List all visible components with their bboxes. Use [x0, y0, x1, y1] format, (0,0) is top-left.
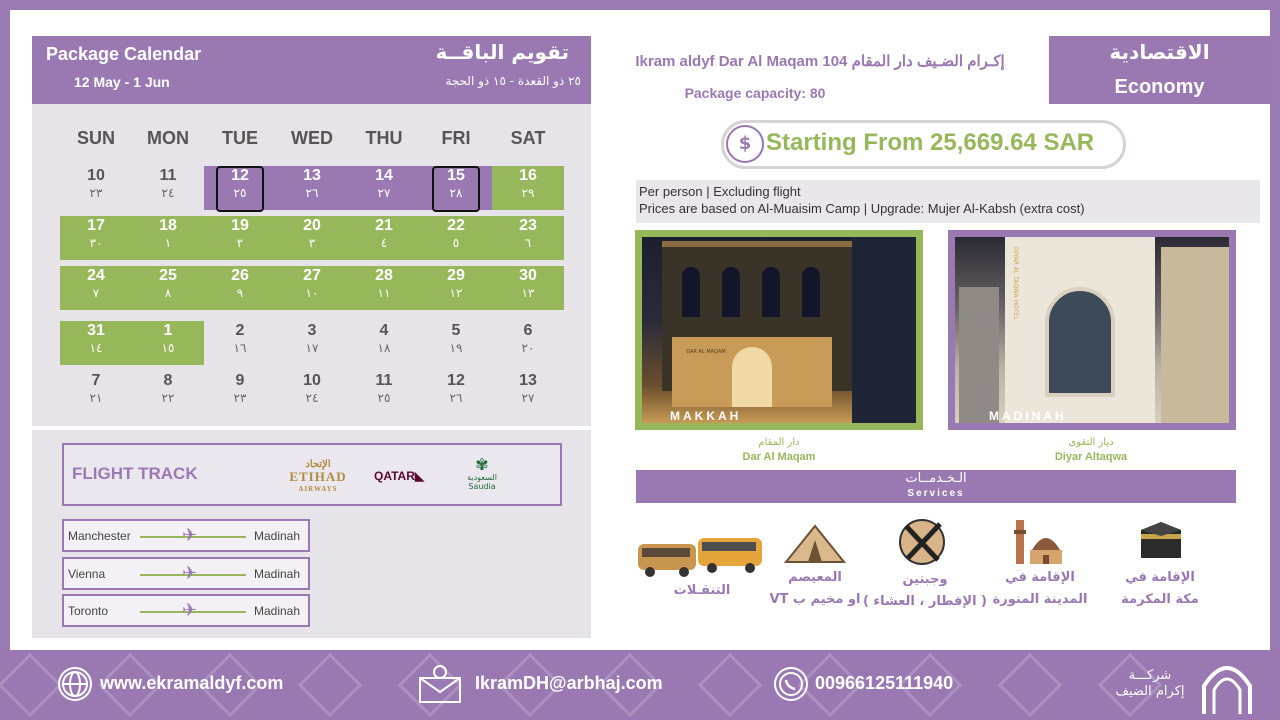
calendar-day	[348, 166, 420, 210]
airplane-icon: ✈	[182, 563, 198, 584]
gregorian-date: 31	[87, 322, 105, 339]
calendar-day	[132, 216, 204, 260]
gregorian-date: 26	[231, 267, 249, 284]
weekday-thu: THU	[365, 128, 403, 148]
globe-icon	[58, 667, 92, 701]
calendar-day	[60, 216, 132, 260]
route-destination: Madinah	[253, 567, 300, 581]
calendar-day	[60, 371, 132, 415]
services-title-arabic: الـخـدمــات	[905, 471, 967, 486]
calendar-day	[492, 371, 564, 415]
calendar-day	[348, 266, 420, 310]
pricing-note-2: Prices are based on Al-Muaisim Camp | Upgrade: Mujer Al-Kabsh (extra cost)	[639, 201, 1085, 216]
weekday-fri: FRI	[441, 128, 471, 148]
hijri-date: ٢٧	[377, 186, 391, 200]
calendar-day	[276, 166, 348, 210]
gregorian-date: 24	[87, 267, 105, 284]
hijri-date: ١٤	[89, 341, 103, 355]
hijri-date: ٢	[236, 236, 244, 250]
window-shape	[762, 267, 780, 317]
calendar-day	[132, 371, 204, 415]
hijri-date: ١٦	[233, 341, 247, 355]
services-bar	[636, 470, 1236, 503]
gregorian-date: 5	[451, 322, 461, 339]
qatar-airways-logo: QATAR◣	[374, 469, 425, 483]
hijri-date: ٥	[452, 236, 460, 250]
hijri-date: ٢٤	[305, 391, 319, 405]
oryx-icon: ◣	[414, 469, 425, 483]
makkah-hotel-name-arabic: دار المقام	[758, 437, 800, 448]
calendar-day	[492, 266, 564, 310]
hijri-date: ٢١	[89, 391, 103, 405]
gregorian-date: 30	[519, 267, 537, 284]
gregorian-date: 21	[375, 217, 393, 234]
gregorian-date: 11	[375, 372, 393, 389]
hotel-sign: DAR AL MAQAM	[686, 349, 726, 355]
calendar-day	[420, 321, 492, 365]
frame-top	[0, 0, 1280, 10]
calendar-title: Package Calendar	[46, 44, 202, 64]
hijri-date: ٢٥	[377, 391, 391, 405]
side-building	[1161, 247, 1229, 423]
gregorian-date: 1	[163, 322, 173, 339]
hijri-date: ١٠	[305, 286, 319, 300]
fork-knife-icon	[896, 516, 950, 568]
window-shape	[722, 267, 740, 317]
package-class: Economy	[1114, 76, 1205, 98]
route-origin: Vienna	[68, 567, 106, 581]
calendar-day	[492, 216, 564, 260]
calendar-title-arabic: تقويم الباقــة	[435, 40, 569, 64]
weekday-sat: SAT	[510, 128, 546, 148]
calendar-header	[32, 36, 591, 104]
gregorian-date: 8	[163, 372, 173, 389]
package-class-arabic: الاقتصادية	[1109, 40, 1210, 64]
hijri-date: ١٨	[377, 341, 391, 355]
hijri-date: ١٥	[161, 341, 175, 355]
calendar-day	[60, 166, 132, 210]
calendar-day	[492, 321, 564, 365]
calendar-day	[492, 166, 564, 210]
arch-door	[732, 347, 772, 407]
starting-price: Starting From 25,669.64 SAR	[766, 129, 1095, 156]
hijri-date: ٢٥	[233, 186, 247, 200]
hotel-sign: DIYAR AL TAQWA HOTEL	[1012, 247, 1019, 320]
calendar-range-hijri: ٢٥ ذو القعدة - ١٥ ذو الحجة	[445, 74, 581, 88]
hijri-date: ٢٧	[521, 391, 535, 405]
calendar-day	[204, 371, 276, 415]
flight-route	[62, 519, 310, 552]
calendar-day	[132, 166, 204, 210]
service-sublabel: مكة المكرمة	[1121, 592, 1199, 607]
calendar-day	[276, 371, 348, 415]
hijri-date: ١٧	[305, 341, 319, 355]
calendar-day	[204, 266, 276, 310]
makkah-hotel-photo	[635, 230, 923, 430]
hijri-date: ٢٦	[449, 391, 463, 405]
coin-dollar-icon: $	[726, 125, 764, 163]
palm-icon: ✾	[475, 455, 489, 474]
gregorian-date: 22	[447, 217, 465, 234]
calendar-day	[276, 266, 348, 310]
gregorian-date: 10	[87, 167, 105, 184]
whatsapp-icon	[774, 667, 808, 701]
hijri-date: ٧	[92, 286, 100, 300]
route-origin: Toronto	[68, 604, 109, 618]
hijri-date: ٣	[308, 236, 316, 250]
etihad-logo: الإتحاد ETIHAD AIRWAYS	[289, 459, 347, 493]
service-label: المعيصم	[788, 570, 842, 585]
hijri-date: ٩	[236, 286, 244, 300]
calendar-day	[420, 216, 492, 260]
company-logo-arch-icon	[1198, 656, 1256, 716]
hijri-date: ٢٨	[449, 186, 463, 200]
pricing-notes	[636, 180, 1260, 223]
hijri-date: ٤	[380, 236, 388, 250]
calendar-day	[420, 266, 492, 310]
calendar-day	[204, 216, 276, 260]
weekday-mon: MON	[147, 128, 189, 148]
gregorian-date: 14	[375, 167, 393, 184]
calendar-day	[420, 166, 492, 210]
gregorian-date: 12	[447, 372, 465, 389]
service-sublabel: ( الإفطار ، العشاء )	[862, 594, 988, 609]
tent-icon	[782, 522, 848, 566]
gregorian-date: 13	[303, 167, 321, 184]
saudia-logo: ✾ السعودية Saudia	[464, 457, 500, 491]
calendar-day	[348, 216, 420, 260]
gregorian-date: 29	[447, 267, 465, 284]
service-sublabel: او مخيم ب VT	[769, 592, 861, 607]
weekday-tue: TUE	[222, 128, 258, 148]
gregorian-date: 12	[231, 167, 249, 184]
package-capacity: Package capacity: 80	[684, 85, 826, 101]
calendar-day	[60, 266, 132, 310]
hijri-date: ٢٠	[521, 341, 535, 355]
calendar-day	[132, 321, 204, 365]
hijri-date: ٣٠	[89, 236, 103, 250]
hijri-date: ١٢	[449, 286, 463, 300]
gregorian-date: 27	[303, 267, 321, 284]
window-shape	[802, 267, 820, 317]
flight-track-box	[62, 443, 562, 506]
calendar-day	[420, 371, 492, 415]
hijri-date: ١١	[377, 286, 391, 300]
airplane-icon: ✈	[182, 525, 198, 546]
weekday-wed: WED	[291, 128, 333, 148]
email-icon	[418, 664, 462, 704]
service-label: التنقـلات	[673, 583, 731, 598]
flight-track-title: FLIGHT TRACK	[72, 464, 198, 483]
hijri-date: ٢٣	[233, 391, 247, 405]
hijri-date: ٢٦	[305, 186, 319, 200]
services-title: Services	[907, 488, 965, 499]
calendar-day	[348, 321, 420, 365]
route-destination: Madinah	[253, 529, 300, 543]
hijri-date: ١٩	[449, 341, 463, 355]
makkah-label: MAKKAH	[670, 409, 742, 423]
mosque-icon	[1010, 512, 1066, 566]
frame-left	[0, 0, 10, 650]
gregorian-date: 6	[523, 322, 533, 339]
service-item	[632, 580, 772, 602]
window-shape	[682, 267, 700, 317]
gregorian-date: 11	[159, 167, 177, 184]
gregorian-date: 28	[375, 267, 393, 284]
calendar-day	[276, 216, 348, 260]
gregorian-date: 16	[519, 167, 537, 184]
service-label: الإقامة في	[1005, 570, 1075, 585]
gregorian-date: 15	[447, 167, 465, 184]
service-label: وجبتين	[902, 572, 948, 587]
hijri-date: ٢٣	[89, 186, 103, 200]
calendar-day	[276, 321, 348, 365]
route-origin: Manchester	[68, 529, 131, 543]
arch-window	[1045, 287, 1115, 397]
makkah-hotel-name: Dar Al Maqam	[742, 451, 816, 463]
kaaba-icon	[1137, 516, 1185, 564]
price-pill	[721, 120, 1126, 169]
footer	[0, 650, 1280, 720]
gregorian-date: 17	[87, 217, 105, 234]
pricing-note-1: Per person | Excluding flight	[639, 184, 801, 199]
gregorian-date: 4	[379, 322, 389, 339]
calendar-day	[60, 321, 132, 365]
gregorian-date: 2	[235, 322, 245, 339]
airplane-icon: ✈	[182, 600, 198, 621]
package-name: Ikram aldyf Dar Al Maqam 104 إكـرام الضـيف دار المقام	[635, 53, 1005, 70]
madinah-label: MADINAH	[989, 409, 1067, 423]
gregorian-date: 20	[303, 217, 321, 234]
gregorian-date: 19	[231, 217, 249, 234]
frame-right	[1270, 0, 1280, 650]
email-link[interactable]: IkramDH@arbhaj.com	[475, 673, 663, 693]
hijri-date: ٢٢	[161, 391, 175, 405]
hijri-date: ٨	[164, 286, 172, 300]
weekday-sun: SUN	[76, 128, 115, 148]
calendar-day	[204, 321, 276, 365]
service-label: الإقامة في	[1125, 570, 1195, 585]
service-item	[1090, 567, 1230, 611]
calendar-day	[132, 266, 204, 310]
phone-number[interactable]: 00966125111940	[815, 673, 954, 693]
hijri-date: ٢٤	[161, 186, 175, 200]
gregorian-date: 23	[519, 217, 537, 234]
gregorian-date: 25	[159, 267, 177, 284]
hijri-date: ٦	[524, 236, 532, 250]
hijri-date: ٢٩	[521, 186, 535, 200]
route-destination: Madinah	[253, 604, 300, 618]
gregorian-date: 9	[235, 372, 245, 389]
madinah-hotel-photo	[948, 230, 1236, 430]
service-sublabel: المدينة المنورة	[992, 592, 1088, 607]
side-building	[959, 287, 999, 423]
calendar-day	[204, 166, 276, 210]
hijri-date: ١	[164, 236, 172, 250]
calendar-day	[348, 371, 420, 415]
company-name: شركـــة إكرام الضيف	[1115, 668, 1185, 699]
madinah-hotel-name: Diyar Altaqwa	[1054, 451, 1128, 463]
calendar-range: 12 May - 1 Jun	[74, 74, 170, 90]
gregorian-date: 7	[91, 372, 101, 389]
gregorian-date: 18	[159, 217, 177, 234]
package-class-box	[1049, 36, 1270, 104]
tower-shape	[852, 237, 916, 423]
gregorian-date: 3	[307, 322, 317, 339]
hijri-date: ١٣	[521, 286, 535, 300]
flight-route	[62, 594, 310, 627]
gregorian-date: 13	[519, 372, 537, 389]
gregorian-date: 10	[303, 372, 321, 389]
website-link[interactable]: www.ekramaldyf.com	[100, 673, 284, 693]
flight-route	[62, 557, 310, 590]
madinah-hotel-name-arabic: ديار التقوى	[1068, 437, 1114, 448]
